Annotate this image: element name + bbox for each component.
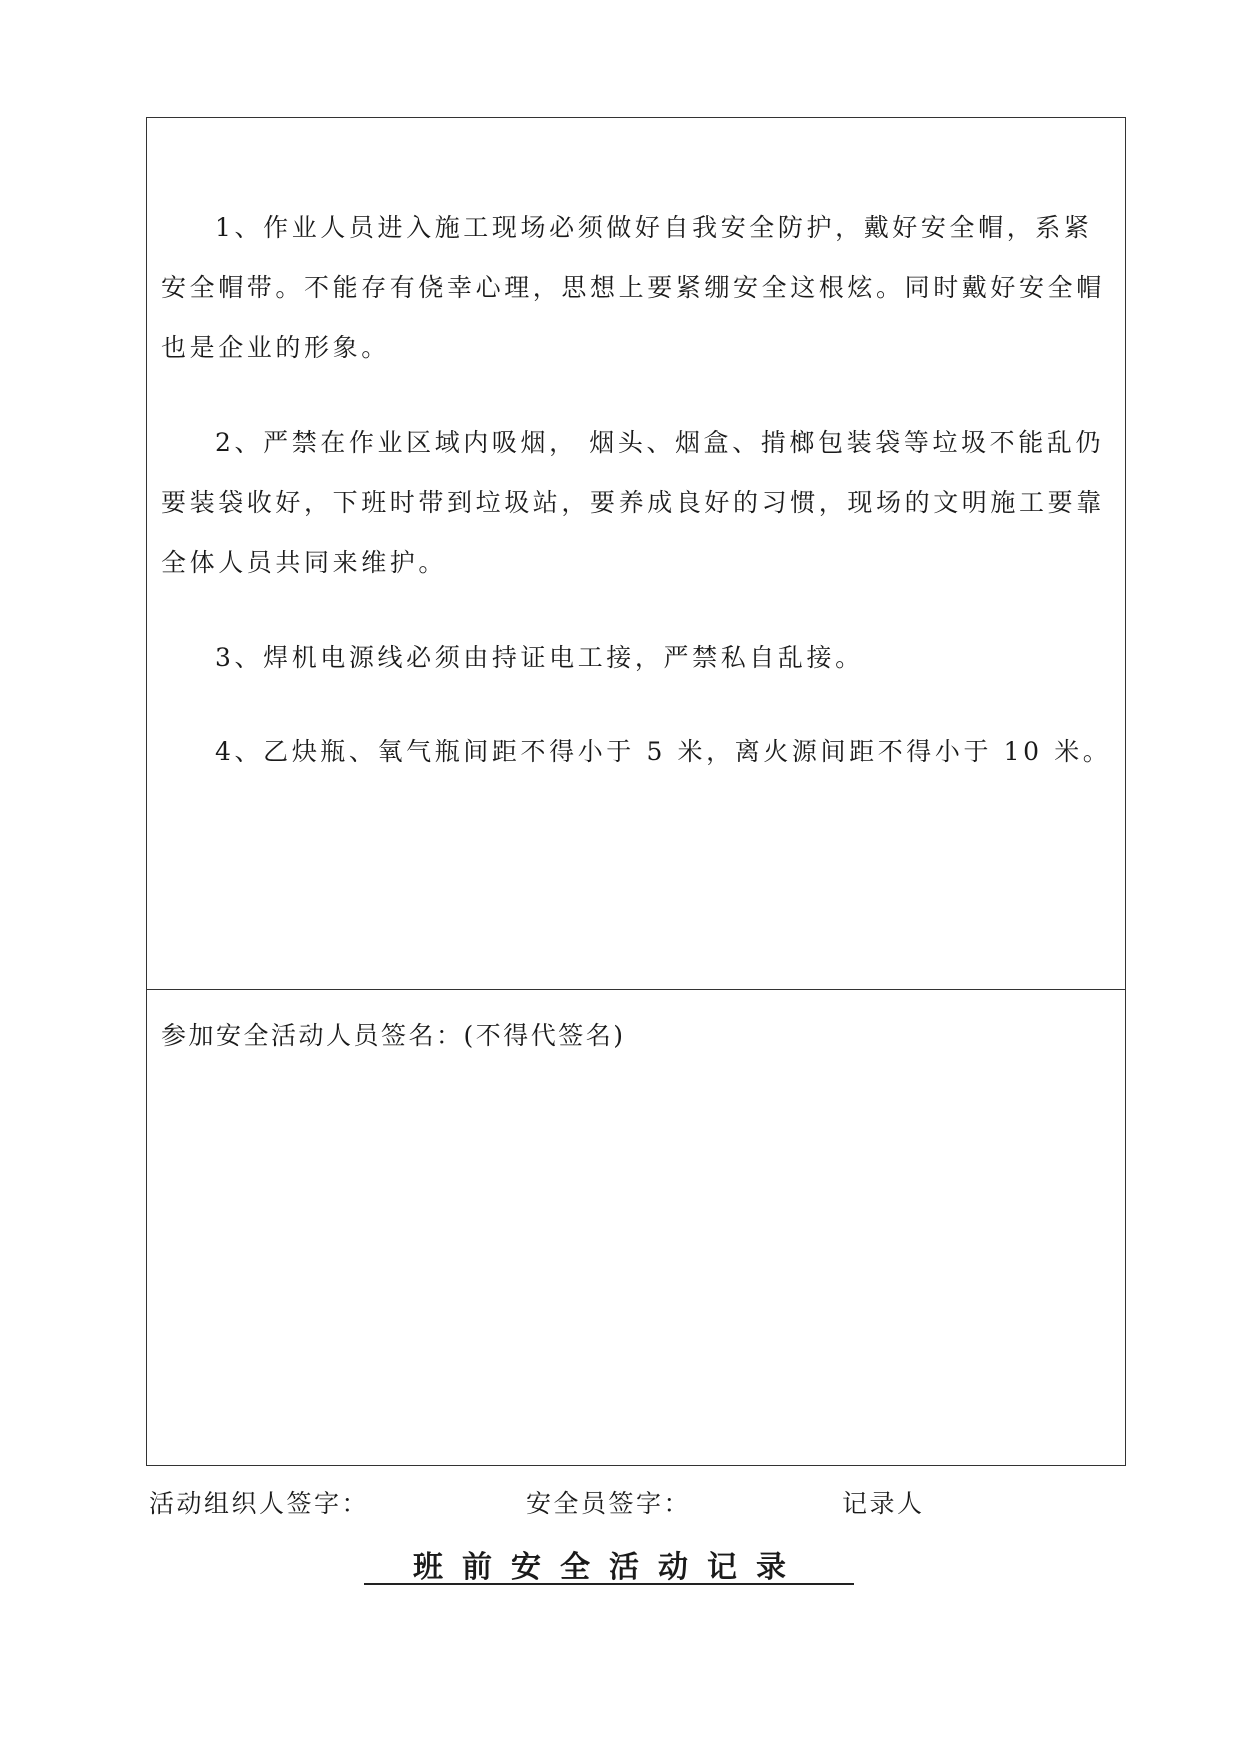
content-item-2 (161, 413, 1116, 593)
content-item-1 (161, 198, 1116, 378)
document-title: 班前安全活动记录 (413, 1550, 805, 1585)
content-item-3 (161, 628, 1116, 688)
activity-record-table (146, 117, 1126, 1466)
signature-cell (147, 990, 1125, 1465)
signature-label: 参加安全活动人员签名：(不得代签名) (161, 1021, 626, 1050)
content-item-1-rest: 安全帽带。不能存有侥幸心理，思想上要紧绷安全这根炫。同时戴好安全帽也是企业的形象。 (161, 273, 1105, 362)
title-underline (364, 1583, 854, 1585)
recorder-label: 记录人 (842, 1489, 925, 1518)
safety-officer-signature-label: 安全员签字： (526, 1489, 692, 1518)
content-item-2-rest: 要装袋收好，下班时带到垃圾站，要养成良好的习惯，现场的文明施工要靠全体人员共同来维护。 (161, 488, 1105, 577)
content-item-2-line1: 2、严禁在作业区域内吸烟， 烟头、烟盒、掯榔包装袋等垃圾不能乱仍 (215, 428, 1105, 457)
content-item-4 (161, 722, 1116, 782)
organizer-signature-label: 活动组织人签字： (149, 1489, 370, 1518)
content-item-1-line1: 1、作业人员进入施工现场必须做好自我安全防护，戴好安全帽，系紧 (215, 213, 1093, 242)
activity-content-cell (147, 118, 1125, 990)
content-item-3-line1: 3、焊机电源线必须由持证电工接，严禁私自乱接。 (215, 643, 864, 672)
content-item-4-line1: 4、乙炔瓶、氧气瓶间距不得小于 5 米，离火源间距不得小于 10 米。 (215, 737, 1112, 766)
